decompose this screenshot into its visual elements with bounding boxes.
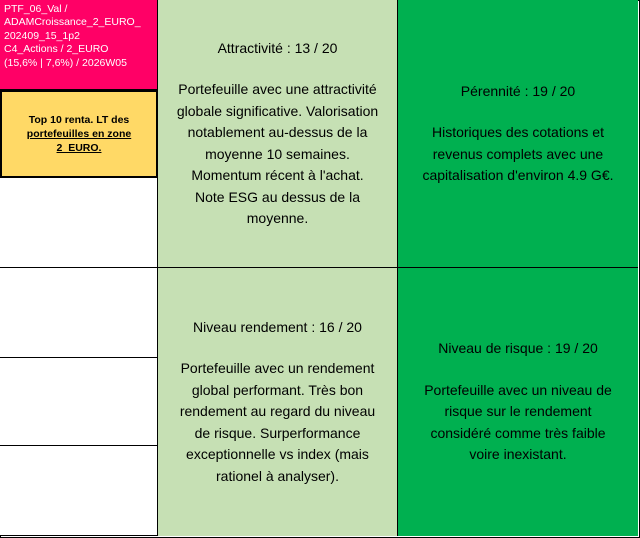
rendement-line: de risque. Surperformance [194,424,361,441]
empty-cell [0,268,158,358]
rendement-line: Portefeuille avec un rendement [180,360,375,377]
ranking-cell [0,90,158,178]
attractivite-line: moyenne. [246,210,309,226]
rendement-line: global performant. Très bon [191,381,364,398]
portfolio-title-line: (15,6% | 7,6%) / 2026W05 [4,56,127,69]
attractivite-line: globale significative. Valorisation [176,102,379,119]
perennite-line: revenus complets avec une [432,145,604,162]
attractivite-title: Attractivité : 13 / 20 [217,39,338,56]
attractivite-line: Note ESG au dessus de la [195,188,360,205]
attractivite-line: moyenne 10 semaines. [205,145,350,162]
portfolio-title-line: 202409_15_1p2 [4,29,80,42]
portfolio-title-cell [0,0,158,90]
attractivite-line: Portefeuille avec une attractivité [178,81,377,97]
attractivite-line: notablement au-dessus de la [187,124,368,140]
rendement-description [180,358,375,487]
empty-cell [0,358,158,446]
risque-line: Portefeuille avec un niveau de [424,381,612,398]
portfolio-title-line: PTF_06_Val / [4,3,68,15]
ranking-line: portefeuilles en zone [26,128,132,140]
risque-description [424,380,612,466]
rendement-line: rationel à analyser). [216,467,339,484]
risque-line: considéré comme très faible [430,424,606,441]
risque-title: Niveau de risque : 19 / 20 [438,340,598,357]
attractivite-line: Momentum récent à l'achat. [191,167,364,183]
rendement-title: Niveau rendement : 16 / 20 [193,318,362,335]
rendement-line: rendement au regard du niveau [179,403,376,420]
perennite-line: Historiques des cotations et [432,124,604,140]
perennite-panel [398,0,638,268]
risque-panel [398,268,638,536]
ranking-line: Top 10 renta. LT des [28,114,130,126]
attractivite-panel [158,0,398,268]
empty-cell [0,446,158,536]
perennite-title: Pérennité : 19 / 20 [460,82,576,99]
portfolio-title-line: C4_Actions / 2_EURO [4,43,109,56]
empty-cell [0,178,158,268]
perennite-line: capitalisation d'environ 4.9 G€. [422,167,614,183]
perennite-description [422,122,613,187]
rendement-panel [158,268,398,536]
risque-line: voire inexistant. [469,446,567,463]
rendement-line: exceptionnelle vs index (mais [186,446,369,463]
risque-line: risque sur le rendement [444,403,592,420]
ranking-line: 2_EURO. [56,142,102,154]
attractivite-description [177,79,378,230]
portfolio-title-line: ADAMCroissance_2_EURO_ [4,16,141,29]
